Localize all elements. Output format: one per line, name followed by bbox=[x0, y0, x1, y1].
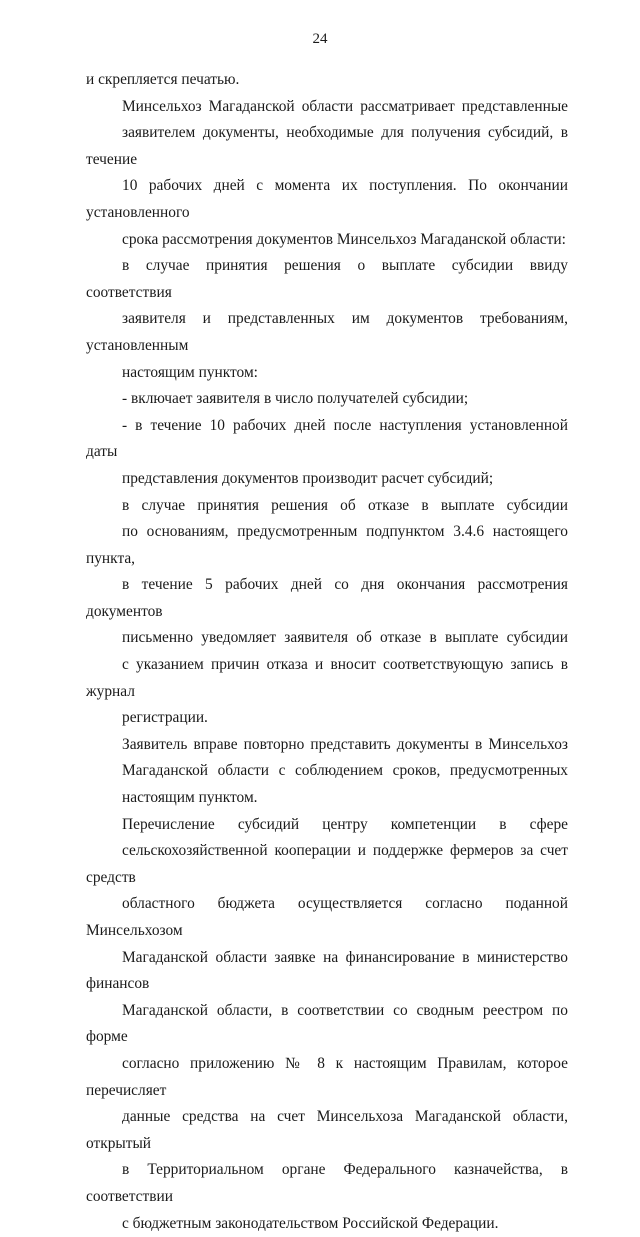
text-line: в Территориальном органе Федерального казначейства, в соответствии bbox=[86, 1161, 568, 1205]
text-line: Магаданской области, в соответствии со сводным реестром по форме bbox=[86, 1001, 568, 1046]
text-line: Минсельхоз Магаданской области рассматривает представленные bbox=[122, 97, 568, 115]
text-line: Магаданской области с соблюдением сроков, предусмотренных bbox=[122, 762, 568, 780]
text-line: заявителем документы, необходимые для получения субсидий, в течение bbox=[86, 124, 568, 168]
text-line: 10 рабочих дней с момента их поступления. По окончании установленного bbox=[86, 177, 568, 221]
text-line: заявителя и представленных им документов требованиям, установленным bbox=[86, 310, 568, 354]
text-line: сельскохозяйственной кооперации и поддержке фермеров за счет средств bbox=[86, 842, 568, 886]
text-line: в случае принятия решения об отказе в выплате субсидии bbox=[122, 496, 568, 514]
text-line: областного бюджета осуществляется согласно поданной Минсельхозом bbox=[86, 895, 568, 939]
text-line: письменно уведомляет заявителя об отказе в выплате субсидии bbox=[122, 629, 568, 647]
text-line: с указанием причин отказа и вносит соответствующую запись в журнал bbox=[86, 656, 568, 700]
paragraph bbox=[86, 732, 568, 812]
text-line: в течение 5 рабочих дней со дня окончания рассмотрения документов bbox=[86, 576, 568, 620]
text-line: настоящим пунктом. bbox=[122, 789, 258, 807]
text-line: Перечисление субсидий центру компетенции в сфере bbox=[122, 815, 568, 833]
text-line: по основаниям, предусмотренным подпунктом 3.4.6 настоящего пункта, bbox=[86, 523, 568, 567]
text-line: регистрации. bbox=[122, 709, 208, 727]
paragraph bbox=[86, 67, 568, 94]
text-line: согласно приложению № 8 к настоящим Правилам, которое перечисляет bbox=[86, 1054, 568, 1099]
paragraph bbox=[86, 386, 568, 413]
text-line: представления документов производит расчет субсидий; bbox=[122, 469, 494, 487]
text-line: данные средства на счет Минсельхоза Магаданской области, открытый bbox=[86, 1108, 568, 1152]
paragraph bbox=[86, 413, 568, 493]
document-body bbox=[86, 67, 568, 1237]
page-number: 24 bbox=[312, 31, 328, 47]
text-line: и скрепляется печатью. bbox=[86, 71, 240, 88]
text-line: с бюджетным законодательством Российской Федерации. bbox=[122, 1214, 499, 1232]
text-line: Заявитель вправе повторно представить документы в Минсельхоз bbox=[122, 735, 568, 753]
paragraph bbox=[86, 812, 568, 1237]
paragraph bbox=[86, 94, 568, 254]
text-line: в случае принятия решения о выплате субсидии ввиду соответствия bbox=[86, 257, 568, 301]
text-line: срока рассмотрения документов Минсельхоз Магаданской области: bbox=[122, 230, 566, 248]
text-line: - включает заявителя в число получателей субсидии; bbox=[122, 390, 469, 408]
text-line: Магаданской области заявке на финансирование в министерство финансов bbox=[86, 948, 568, 993]
paragraph bbox=[86, 493, 568, 732]
text-line: настоящим пунктом: bbox=[122, 363, 258, 381]
paragraph bbox=[86, 253, 568, 386]
text-line: - в течение 10 рабочих дней после наступления установленной даты bbox=[86, 416, 568, 461]
